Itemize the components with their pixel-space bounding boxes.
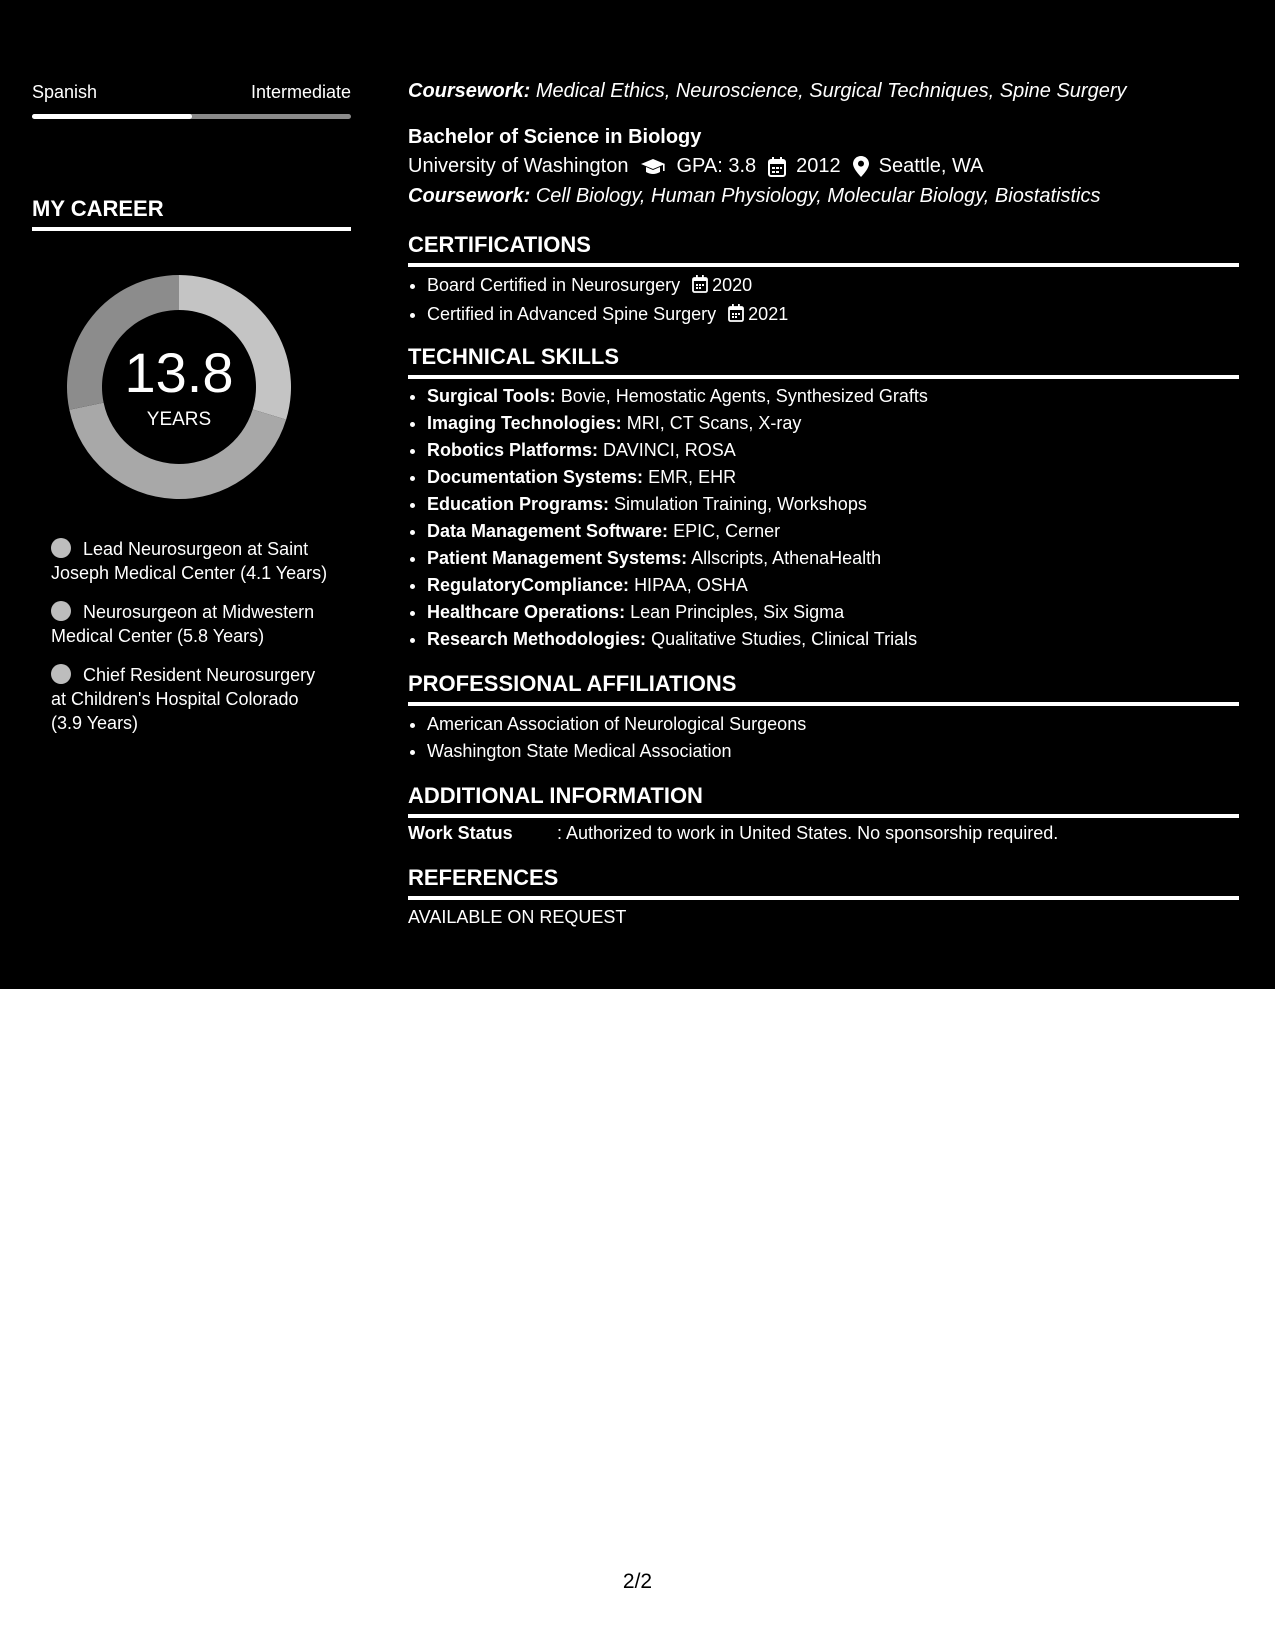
certifications-heading: CERTIFICATIONS: [408, 232, 1239, 267]
skill-item: • Imaging Technologies: MRI, CT Scans, X-ray: [427, 410, 1237, 437]
career-years-unit: YEARS: [146, 409, 212, 430]
career-item: Chief Resident Neurosurgery at Children's Hospital Colorado (3.9 Years): [51, 665, 316, 733]
calendar-icon: [728, 303, 744, 330]
affiliations-list: [408, 711, 1237, 765]
graduation-year: 2012: [796, 155, 841, 177]
certifications-list: [408, 272, 1237, 330]
degree-title: Bachelor of Science in Biology: [408, 126, 702, 148]
work-status-label: Work Status: [408, 823, 513, 843]
coursework-line: Coursework: Medical Ethics, Neuroscience, Surgical Techniques, Spine Surgery: [408, 80, 1127, 102]
technical-skills-heading: TECHNICAL SKILLS: [408, 344, 1239, 379]
career-heading: MY CAREER: [32, 196, 351, 231]
skills-list: [408, 383, 1237, 653]
school-name: University of Washington: [408, 155, 629, 177]
language-proficiency-bar: [32, 114, 351, 119]
language-name: Spanish: [32, 82, 98, 102]
skill-item: • RegulatoryCompliance: HIPAA, OSHA: [427, 572, 1237, 599]
skill-item: • Documentation Systems: EMR, EHR: [427, 464, 1237, 491]
calendar-icon: [768, 157, 786, 177]
page-number: 2/2: [622, 1570, 653, 1593]
affiliations-heading: PROFESSIONAL AFFILIATIONS: [408, 671, 1239, 706]
school-location: Seattle, WA: [878, 155, 984, 177]
skill-item: • Healthcare Operations: Lean Principles, Six Sigma: [427, 599, 1237, 626]
language-row: [32, 82, 351, 103]
location-pin-icon: [853, 156, 869, 177]
skill-item: • Data Management Software: EPIC, Cerner: [427, 518, 1237, 545]
additional-info-heading: ADDITIONAL INFORMATION: [408, 783, 1239, 818]
career-total-years: 13.8: [124, 341, 234, 404]
work-status-row: [408, 823, 1058, 844]
education-meta: [408, 155, 984, 178]
work-status-value: : Authorized to work in United States. No sponsorship required.: [557, 823, 1059, 843]
gpa: GPA: 3.8: [676, 155, 757, 177]
bullet-dot-icon: [51, 538, 71, 558]
calendar-icon: [692, 274, 708, 301]
career-item: Lead Neurosurgeon at Saint Joseph Medical Center (4.1 Years): [51, 539, 328, 583]
skill-item: • Research Methodologies: Qualitative Studies, Clinical Trials: [427, 626, 1237, 653]
career-item: Neurosurgeon at Midwestern Medical Center (5.8 Years): [51, 602, 315, 646]
skill-item: • Education Programs: Simulation Training, Workshops: [427, 491, 1237, 518]
certification-item: • Certified in Advanced Spine Surgery 2021: [427, 301, 1237, 330]
career-list: [51, 537, 331, 750]
skill-item: • Surgical Tools: Bovie, Hemostatic Agents, Synthesized Grafts: [427, 383, 1237, 410]
language-level: Intermediate: [250, 82, 351, 102]
bullet-dot-icon: [51, 601, 71, 621]
affiliation-item: • Washington State Medical Association: [427, 738, 1237, 765]
certification-item: • Board Certified in Neurosurgery 2020: [427, 272, 1237, 301]
skill-item: • Patient Management Systems: Allscripts, AthenaHealth: [427, 545, 1237, 572]
affiliation-item: • American Association of Neurological Surgeons: [427, 711, 1237, 738]
references-text: AVAILABLE ON REQUEST: [408, 907, 627, 927]
bullet-dot-icon: [51, 664, 71, 684]
skill-item: • Robotics Platforms: DAVINCI, ROSA: [427, 437, 1237, 464]
references-heading: REFERENCES: [408, 865, 1239, 900]
coursework-line: Coursework: Cell Biology, Human Physiology, Molecular Biology, Biostatistics: [408, 185, 1101, 207]
graduation-cap-icon: [640, 158, 666, 176]
language-proficiency-fill: [32, 114, 192, 119]
